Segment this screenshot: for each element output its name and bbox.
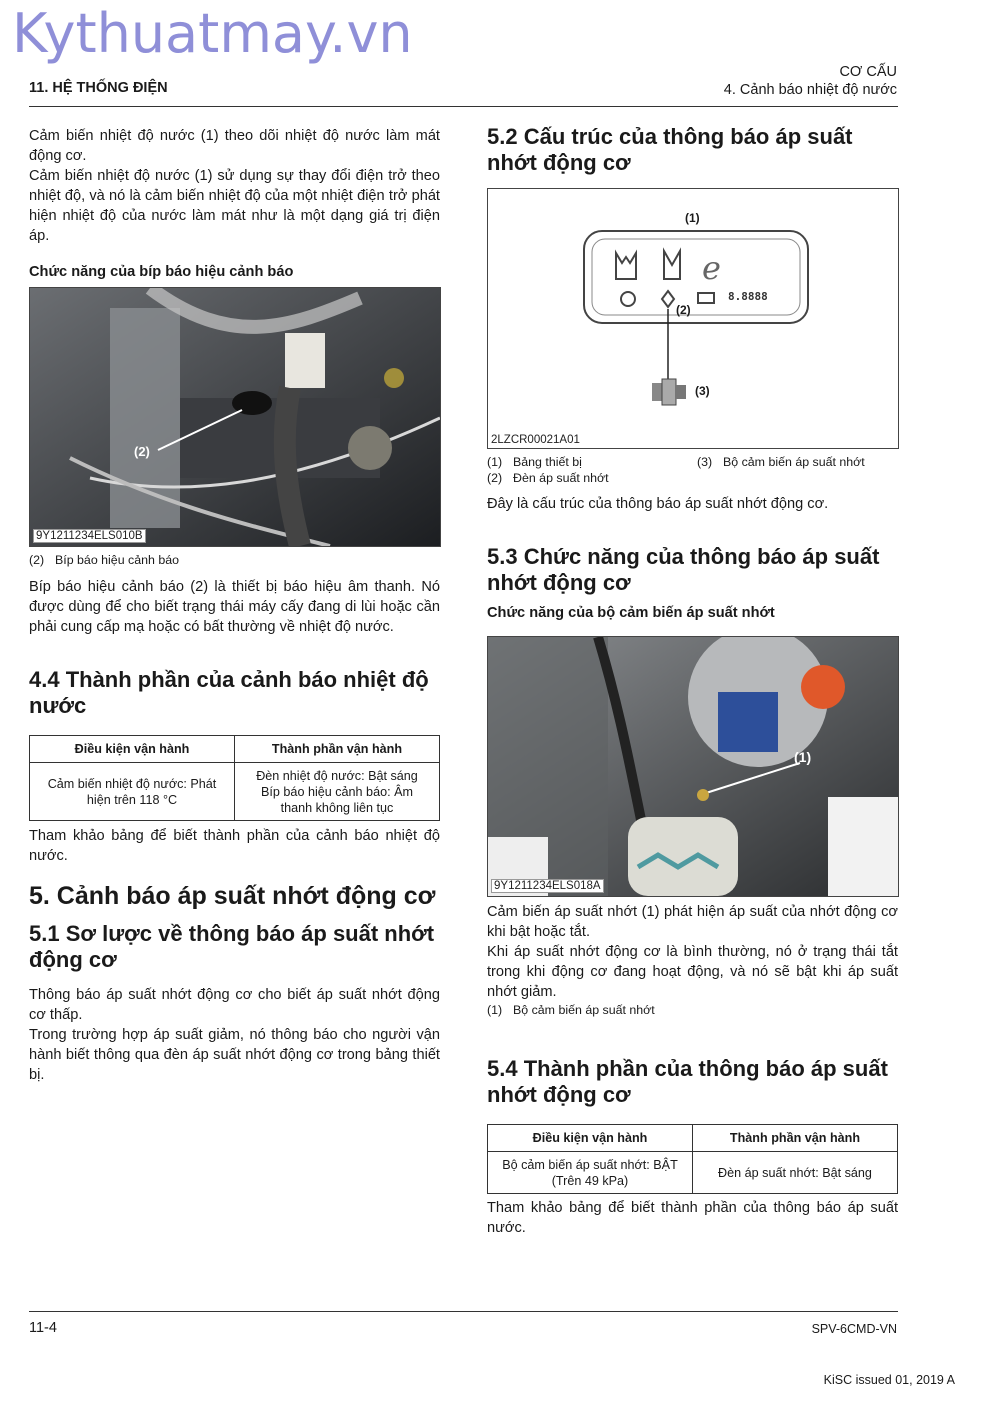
diagram-legend xyxy=(487,454,898,486)
buzzer-photo-art xyxy=(30,288,440,546)
document-code: SPV-6CMD-VN xyxy=(811,1322,897,1336)
pressure-sensor-shape xyxy=(652,379,686,405)
heading-5-2: 5.2 Cấu trúc của thông báo áp suất nhớt động cơ xyxy=(487,124,853,175)
table1-component-line3: thanh không liên tục xyxy=(280,800,394,815)
paragraph-5-1a: Thông báo áp suất nhớt động cơ cho biết áp suất nhớt động cơ thấp. xyxy=(29,987,440,1023)
header-rule xyxy=(29,106,898,107)
section-title-line2: 4. Cảnh báo nhiệt độ nước xyxy=(723,82,897,98)
sensor-photo xyxy=(487,636,899,897)
right-column-2 xyxy=(487,902,898,1238)
legend-item-1 xyxy=(487,454,582,470)
photo1-caption-text: Bíp báo hiệu cảnh báo xyxy=(55,553,180,567)
sensor-photo-art xyxy=(488,637,898,896)
table2-condition-line2: (Trên 49 kPa) xyxy=(551,1173,629,1188)
heading-5-1: 5.1 Sơ lược về thông báo áp suất nhớt động cơ xyxy=(29,921,435,972)
table2-header-condition: Điều kiện vận hành xyxy=(488,1125,693,1152)
legend-text-3: Bộ cảm biến áp suất nhớt xyxy=(723,455,865,469)
heading-4-4: 4.4 Thành phần của cảnh báo nhiệt độ nước xyxy=(29,667,429,718)
heading-5-4: 5.4 Thành phần của thông báo áp suất nhớt động cơ xyxy=(487,1056,888,1107)
right-column-1 xyxy=(487,494,898,621)
photo2-caption xyxy=(487,1002,898,1018)
page-number: 11-4 xyxy=(29,1320,57,1336)
legend-text-2: Đèn áp suất nhớt xyxy=(513,471,609,485)
table-oil-pressure xyxy=(487,1124,898,1194)
issued-note: KiSC issued 01, 2019 A xyxy=(823,1373,955,1387)
paragraph-5-1b: Trong trường hợp áp suất giảm, nó thông báo cho người vận hành biết thông qua đèn áp suất nhớt động cơ trong bảng thiết bị. xyxy=(29,1027,440,1083)
table1-component-line2: Bíp báo hiệu cảnh báo: Âm xyxy=(261,784,413,799)
table2-note: Tham khảo bảng để biết thành phần của thông báo áp suất nước. xyxy=(487,1200,898,1236)
diagram-display-digits: 8.8888 xyxy=(728,290,768,303)
footer-rule xyxy=(29,1311,898,1312)
heading-5: 5. Cảnh báo áp suất nhớt động cơ xyxy=(29,882,436,910)
svg-text:e: e xyxy=(702,249,721,287)
sensor-heading: Chức năng của bộ cảm biến áp suất nhớt xyxy=(487,605,775,621)
heading-5-2-wrap xyxy=(487,124,898,176)
table1-condition-cell xyxy=(30,763,235,821)
structure-diagram-art xyxy=(488,189,898,448)
table2-condition-cell xyxy=(488,1152,693,1194)
table2-component-cell: Đèn áp suất nhớt: Bật sáng xyxy=(693,1152,898,1194)
photo2-callout: (1) xyxy=(794,749,812,765)
heading-5-3: 5.3 Chức năng của thông báo áp suất nhớt động cơ xyxy=(487,544,880,595)
paragraph-5-3b: Khi áp suất nhớt động cơ là bình thường, nó ở trạng thái tắt trong khi động cơ đang hoạt động, và nó sẽ bật khi áp suất nhớt giảm. xyxy=(487,944,898,1000)
buzzer-photo xyxy=(29,287,441,547)
table2-condition-line1: Bộ cảm biến áp suất nhớt: BẬT xyxy=(502,1157,678,1172)
chapter-title: 11. HỆ THỐNG ĐIỆN xyxy=(29,80,168,96)
legend-text-1: Bảng thiết bị xyxy=(513,455,582,469)
table1-condition-line1: Cảm biến nhiệt độ nước: Phát xyxy=(47,776,217,791)
photo1-caption-num: (2) xyxy=(29,553,45,567)
table1-header-component: Thành phần vận hành xyxy=(235,736,440,763)
watermark: Kythuatmay.vn xyxy=(12,2,413,65)
table1-component-line1: Đèn nhiệt độ nước: Bật sáng xyxy=(256,768,418,783)
legend-item-2 xyxy=(487,470,898,486)
legend-num-2: (2) xyxy=(487,471,503,485)
diagram-label-2: (2) xyxy=(676,303,691,317)
intro-paragraph-1: Cảm biến nhiệt độ nước (1) theo dõi nhiệt độ nước làm mát động cơ. xyxy=(29,128,440,164)
photo1-caption xyxy=(29,552,179,568)
left-column-2 xyxy=(29,577,440,1085)
section-title-line1: CƠ CẤU xyxy=(839,64,897,80)
table1-note: Tham khảo bảng để biết thành phần của cảnh báo nhiệt độ nước. xyxy=(29,828,440,864)
legend-item-3 xyxy=(697,454,865,470)
left-column xyxy=(29,126,440,280)
diagram-label-1: (1) xyxy=(685,211,700,225)
photo2-code: 9Y1211234ELS018A xyxy=(491,879,604,893)
photo2-caption-num: (1) xyxy=(487,1003,503,1017)
buzzer-heading: Chức năng của bíp báo hiệu cảnh báo xyxy=(29,264,294,280)
photo2-caption-text: Bộ cảm biến áp suất nhớt xyxy=(513,1003,655,1017)
paragraph-5-2: Đây là cấu trúc của thông báo áp suất nhớt động cơ. xyxy=(487,496,829,512)
buzzer-paragraph: Bíp báo hiệu cảnh báo (2) là thiết bị báo hiệu âm thanh. Nó được dùng để cho biết trạng thái máy cấy đang di lùi hoặc cần phải cung cấp mạ hoặc có bất thường về nhiệt độ nước. xyxy=(29,579,440,635)
table1-header-condition: Điều kiện vận hành xyxy=(30,736,235,763)
intro-paragraph-2: Cảm biến nhiệt độ nước (1) sử dụng sự thay đổi điện trở theo nhiệt độ, và nó là cảm biến nhiệt độ của một nhiệt điện trở phát hiện nhiệt độ của nước làm mát như là một dạng giá trị điện áp. xyxy=(29,168,440,244)
legend-num-1: (1) xyxy=(487,455,503,469)
legend-num-3: (3) xyxy=(697,455,713,469)
diagram-code: 2LZCR00021A01 xyxy=(491,434,580,446)
section-title xyxy=(724,63,897,99)
table1-component-cell xyxy=(235,763,440,821)
diagram-label-3: (3) xyxy=(695,384,710,398)
paragraph-5-3a: Cảm biến áp suất nhớt (1) phát hiện áp suất của nhớt động cơ khi bật hoặc tắt. xyxy=(487,904,898,940)
table1-condition-line2: hiện trên 118 °C xyxy=(86,792,178,807)
photo1-callout: (2) xyxy=(134,444,150,459)
table2-header-component: Thành phần vận hành xyxy=(693,1125,898,1152)
structure-diagram xyxy=(487,188,899,449)
photo1-code: 9Y1211234ELS010B xyxy=(33,529,146,543)
table-water-temp xyxy=(29,735,440,821)
